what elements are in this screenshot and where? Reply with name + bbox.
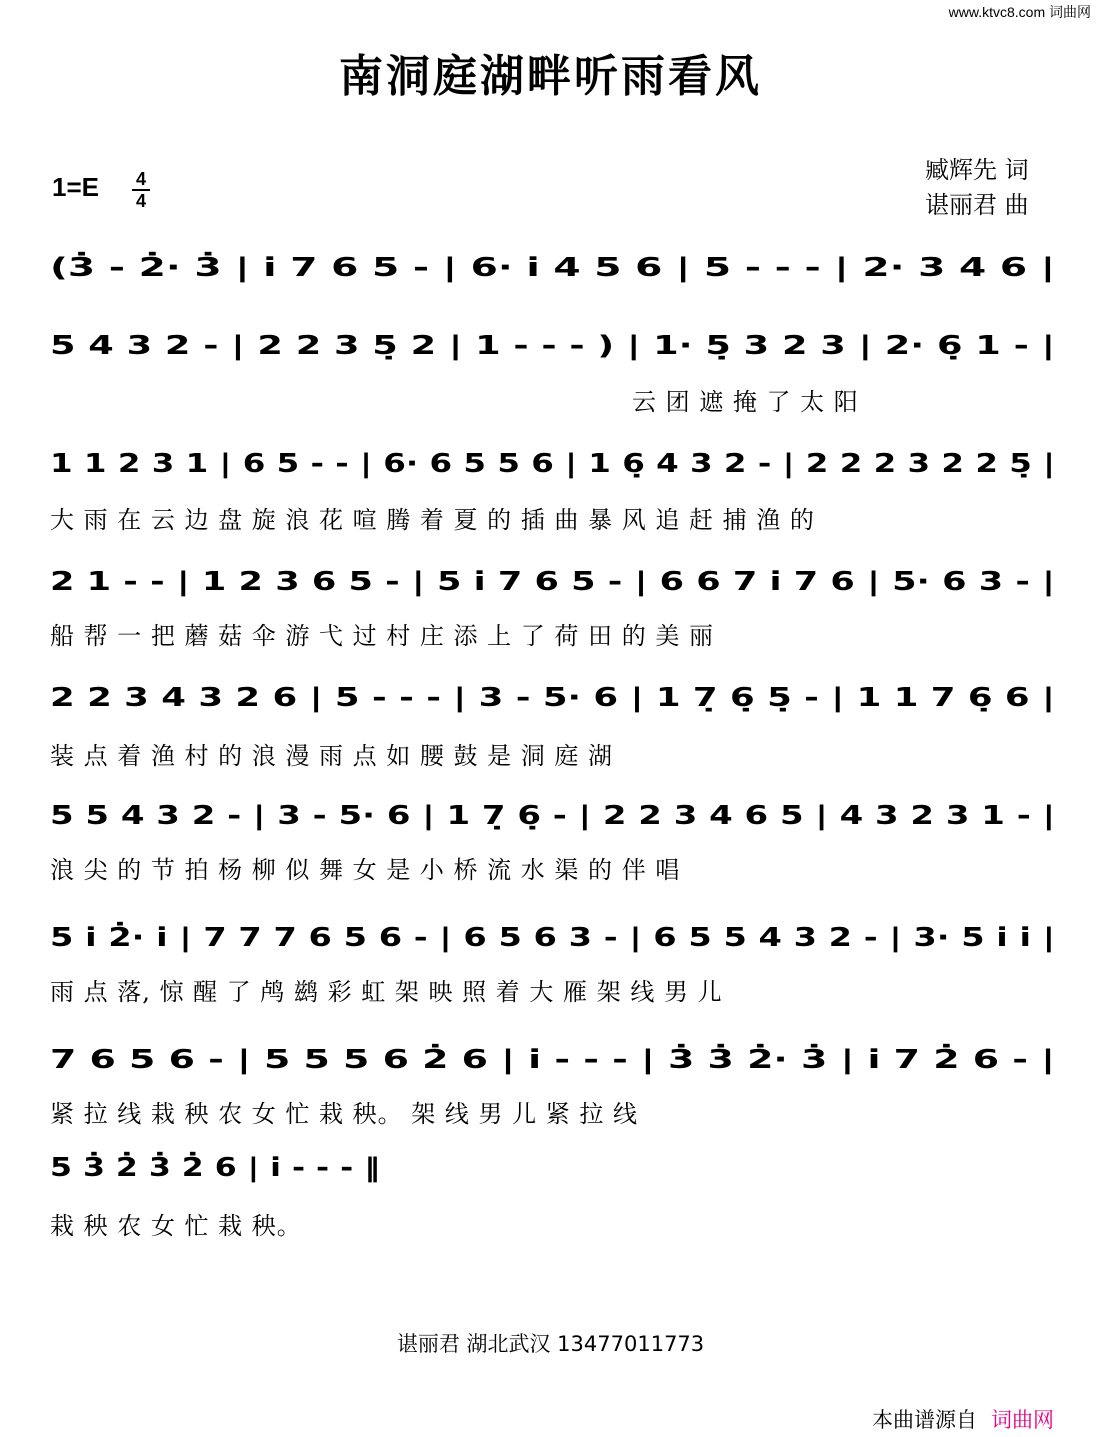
source-credit — [872, 1404, 1054, 1434]
notation-line: 2 1 - - | 1 2 3 6 5 - | 5 i̇ 7 6 5 - | 6 6 7 i̇ 7 6 | 5· 6 3 - | — [50, 567, 1055, 597]
notation-line: 2 2 3 4 3 2 6 | 5 - - - | 3 - 5· 6 | 1 7̣ 6̣ 5̣ - | 1 1 7 6̣ 6 | — [50, 683, 1055, 713]
source-brand: 词曲网 — [991, 1408, 1054, 1432]
notation-line: 5 4 3 2 - | 2 2 3 5̣ 2 | 1 - - - ) | 1· 5̣ 3 2 3 | 2· 6̣ 1 - | — [50, 331, 1055, 361]
arranger-contact: 谌丽君 湖北武汉 13477011773 — [396, 1332, 705, 1356]
notation-line: 5 5 4 3 2 - | 3 - 5· 6 | 1 7̣ 6̣ - | 2 2 3 4 6 5 | 4 3 2 3 1 - | — [50, 801, 1055, 831]
song-title: 南洞庭湖畔听雨看风 — [339, 51, 762, 102]
notation-line: 5 i̇ 2̇· i̇ | 7 7 7 6 5 6 - | 6 5 6 3 - | 6 5 5 4 3 2 - | 3· 5 i̇ i̇ | — [50, 923, 828, 953]
lyric-line: 云 团 遮 掩 了 太 阳 — [632, 388, 859, 416]
time-signature-denominator: 4 — [135, 191, 146, 211]
lyricist-credit: 臧辉先 词 — [925, 156, 1029, 184]
notation-line: 7 6 5 6 - | 5 5 5 6 2̇ 6 | i̇ - - - | 3̇ 3̇ 2̇· 3̇ | i̇ 7 2̇ 6 - | — [50, 1045, 741, 1075]
key-signature: 1=E — [52, 172, 99, 202]
time-signature-numerator: 4 — [135, 169, 146, 189]
lyric-line: 船 帮 一 把 蘑 菇 伞 游 弋 过 村 庄 添 上 了 荷 田 的 美 丽 — [50, 622, 714, 650]
notation-line: 1 1 2 3 1 | 6 5 - - | 6· 6 5 5 6 | 1 6̣ 4 3 2 - | 2 2 2 3 2 2 5̣ | — [50, 449, 1055, 479]
source-prefix: 本曲谱源自 — [872, 1408, 977, 1432]
lyric-line: 浪 尖 的 节 拍 杨 柳 似 舞 女 是 小 桥 流 水 渠 的 伴 唱 — [50, 856, 681, 884]
lyric-line: 雨 点 落, 惊 醒 了 鸬 鹚 彩 虹 架 映 照 着 大 雁 架 线 男 儿 — [50, 978, 723, 1006]
notation-line: 5 3̇ 2̇ 3̇ 2̇ 6 | i̇ - - - ‖ — [50, 1153, 322, 1183]
notation-line: (3̇ - 2̇· 3̇ | i̇ 7 6 5 - | 6· i̇ 4 5 6 | 5 - - - | 2· 3 4 6 | — [50, 253, 718, 283]
lyric-line: 大 雨 在 云 边 盘 旋 浪 花 喧 腾 着 夏 的 插 曲 暴 风 追 赶 捕 渔 的 — [50, 506, 815, 534]
lyric-line: 装 点 着 渔 村 的 浪 漫 雨 点 如 腰 鼓 是 洞 庭 湖 — [50, 742, 614, 770]
lyric-line: 栽 秧 农 女 忙 栽 秧。 — [50, 1212, 302, 1240]
lyric-line: 紧 拉 线 栽 秧 农 女 忙 栽 秧。 架 线 男 儿 紧 拉 线 — [50, 1100, 639, 1128]
composer-credit: 谌丽君 曲 — [925, 191, 1029, 219]
site-watermark: www.ktvc8.com 词曲网 — [948, 4, 1091, 20]
